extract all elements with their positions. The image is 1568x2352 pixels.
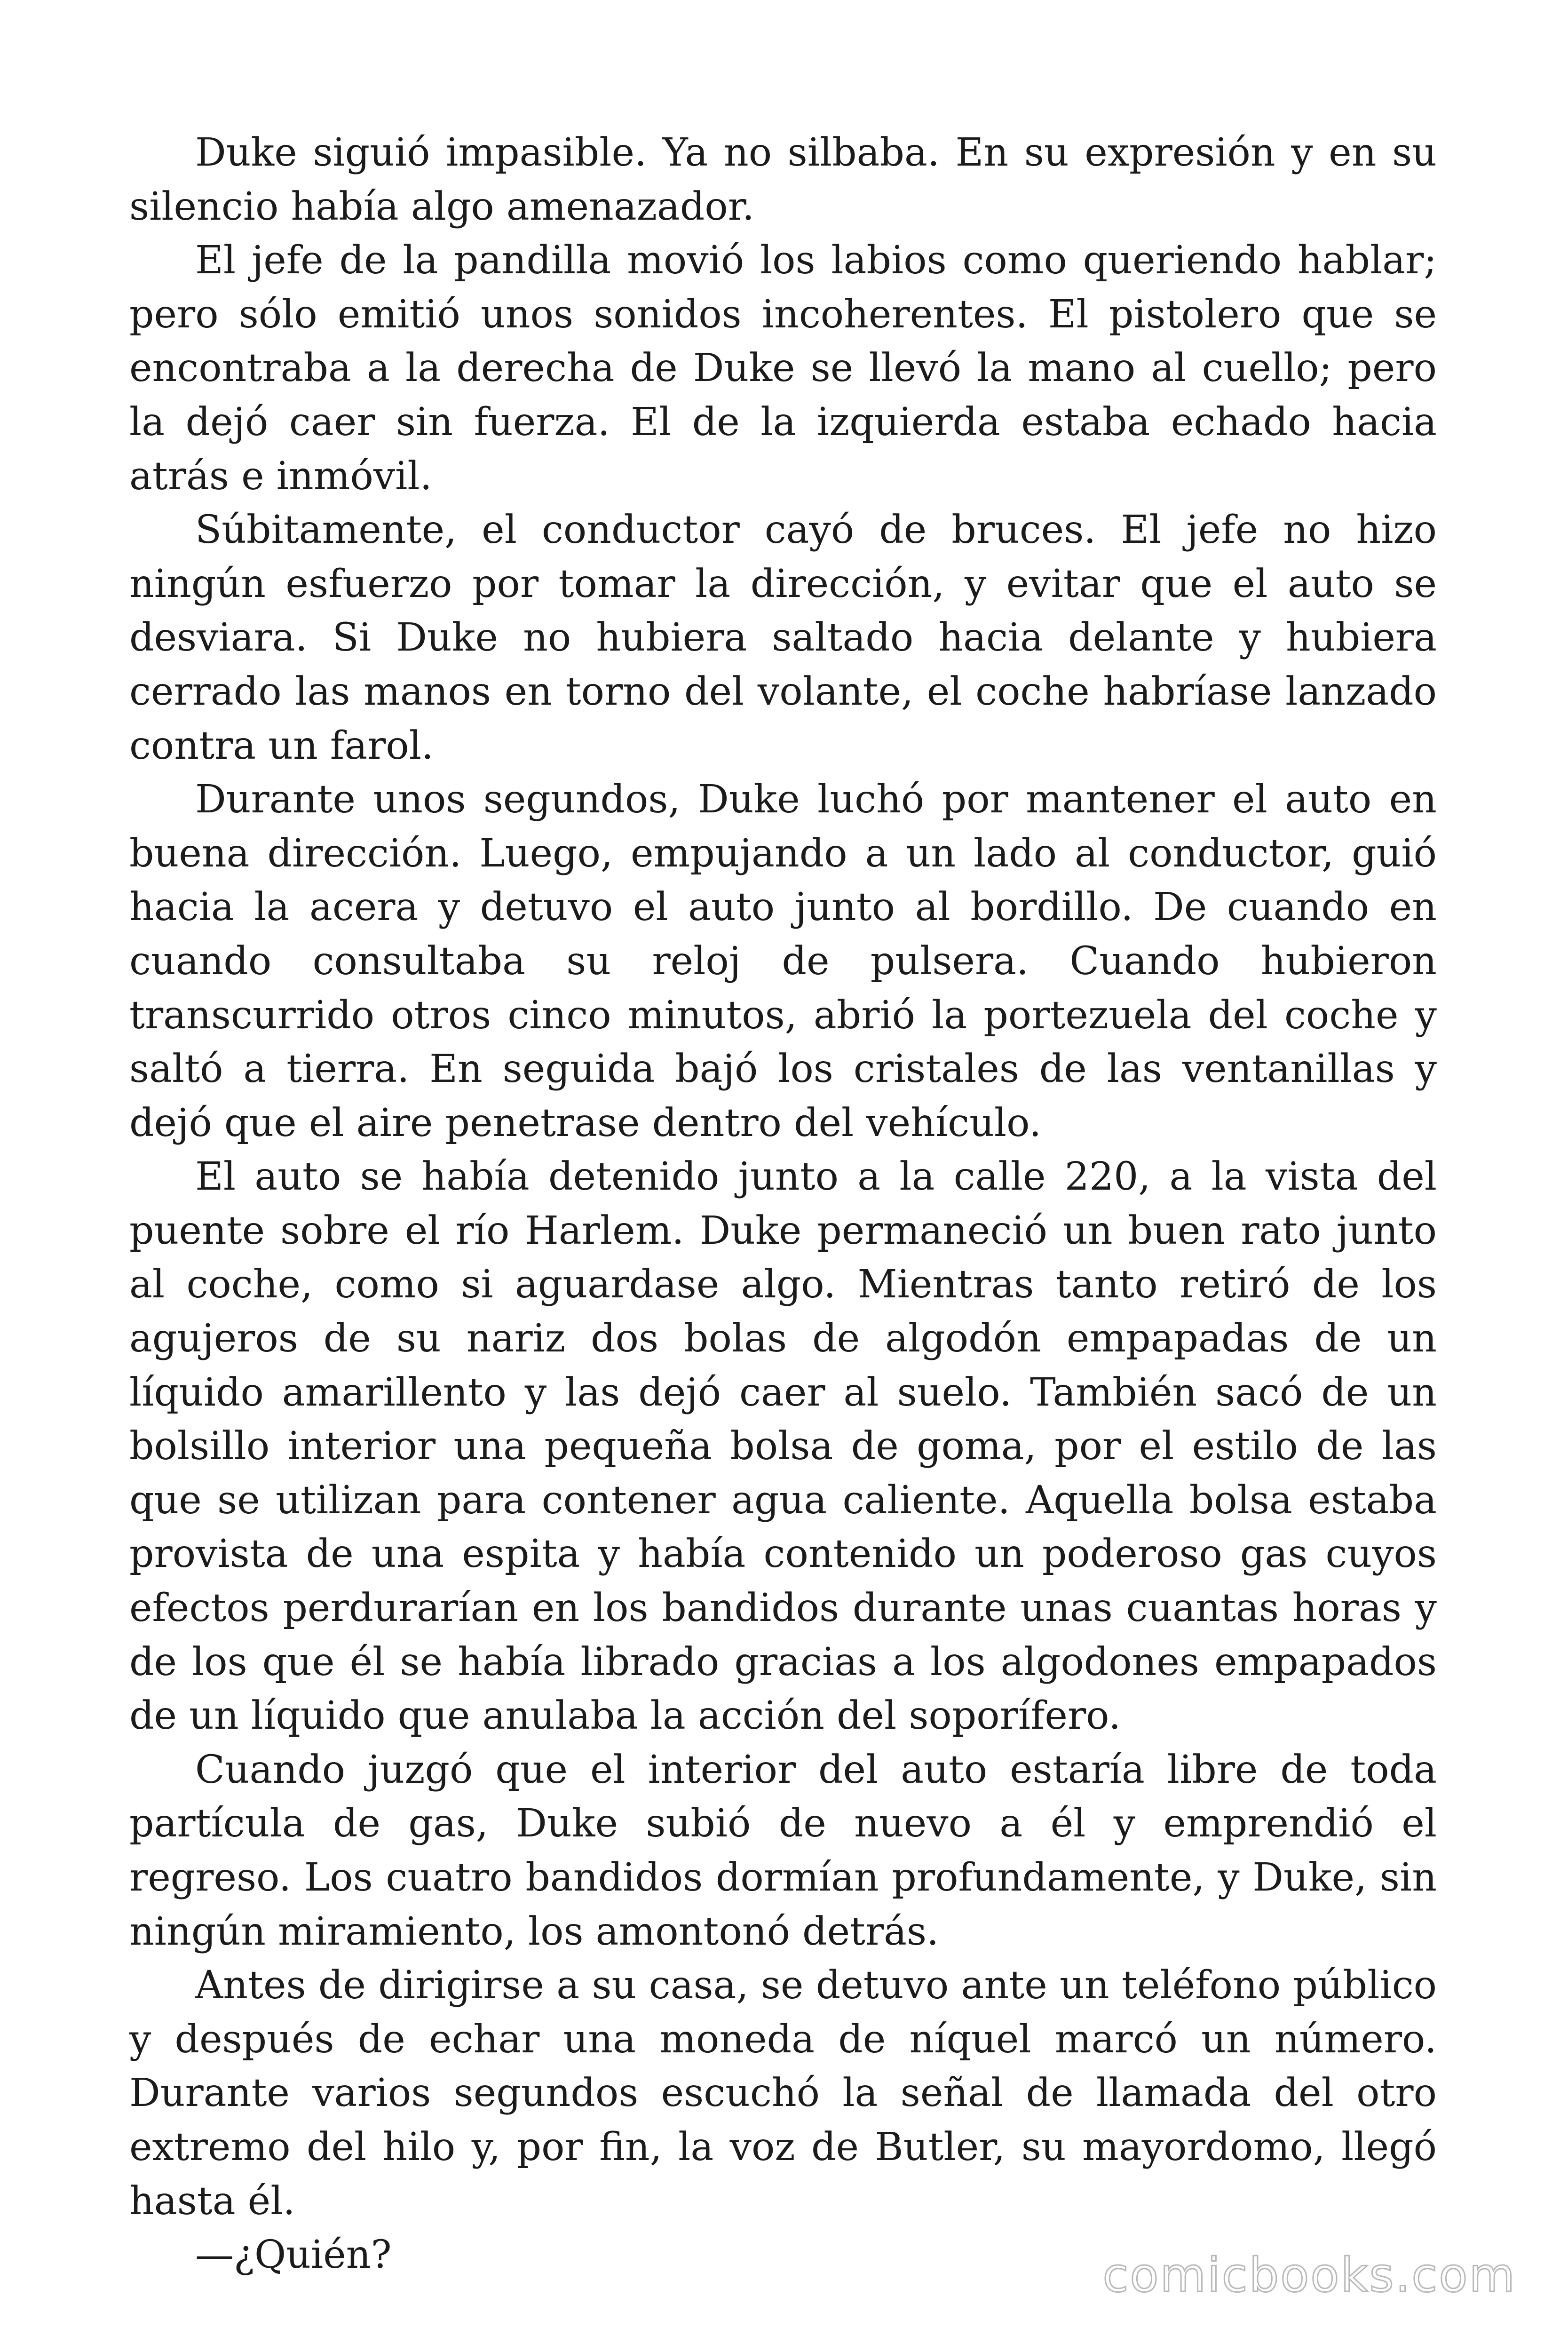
paragraph: Durante unos segundos, Duke luchó por mantener el auto en buena dirección. Luego, empujando a un lado al conductor, guió hacia la acera y detuvo el auto junto al bordillo. De cuando en cuando consultaba su reloj de pulsera. Cuando hubieron transcurrido otros cinco minutos, abrió la portezuela del coche y saltó a tierra. En seguida bajó los cristales de las ventanillas y dejó que el aire penetrase dentro del vehículo. (129, 777, 1437, 1145)
paragraph: El jefe de la pandilla movió los labios como queriendo hablar; pero sólo emitió unos sonidos incoherentes. El pistolero que se encontraba a la derecha de Duke se llevó la mano al cuello; pero la dejó caer sin fuerza. El de la izquierda estaba echado hacia atrás e inmóvil. (129, 238, 1437, 499)
paragraph: Antes de dirigirse a su casa, se detuvo ante un teléfono público y después de echar una moneda de níquel marcó un número. Durante varios segundos escuchó la señal de llamada del otro extremo del hilo y, por fin, la voz de Butler, su mayordomo, llegó hasta él. (129, 1963, 1437, 2224)
paragraph: —¿Quién? (195, 2233, 392, 2278)
paragraph: Duke siguió impasible. Ya no silbaba. En su expresión y en su silencio había algo amenazador. (129, 130, 1437, 229)
watermark: comicbooks.com (1102, 2248, 1516, 2303)
body-text (129, 126, 1437, 2282)
paragraph: Súbitamente, el conductor cayó de bruces. El jefe no hizo ningún esfuerzo por tomar la dirección, y evitar que el auto se desviara. Si Duke no hubiera saltado hacia delante y hubiera cerrado las manos en torno del volante, el coche habríase lanzado contra un farol. (129, 508, 1437, 768)
paragraph: El auto se había detenido junto a la calle 220, a la vista del puente sobre el río Harlem. Duke permaneció un buen rato junto al coche, como si aguardase algo. Mientras tanto retiró de los agujeros de su nariz dos bolas de algodón empapadas de un líquido amarillento y las dejó caer al suelo. También sacó de un bolsillo interior una pequeña bolsa de goma, por el estilo de las que se utilizan para contener agua caliente. Aquella bolsa estaba provista de una espita y había contenido un poderoso gas cuyos efectos perdurarían en los bandidos durante unas cuantas horas y de los que él se había librado gracias a los algodones empapados de un líquido que anulaba la acción del soporífero. (129, 1154, 1437, 1739)
paragraph: Cuando juzgó que el interior del auto estaría libre de toda partícula de gas, Duke subió de nuevo a él y emprendió el regreso. Los cuatro bandidos dormían profundamente, y Duke, sin ningún miramiento, los amontonó detrás. (129, 1747, 1437, 1954)
